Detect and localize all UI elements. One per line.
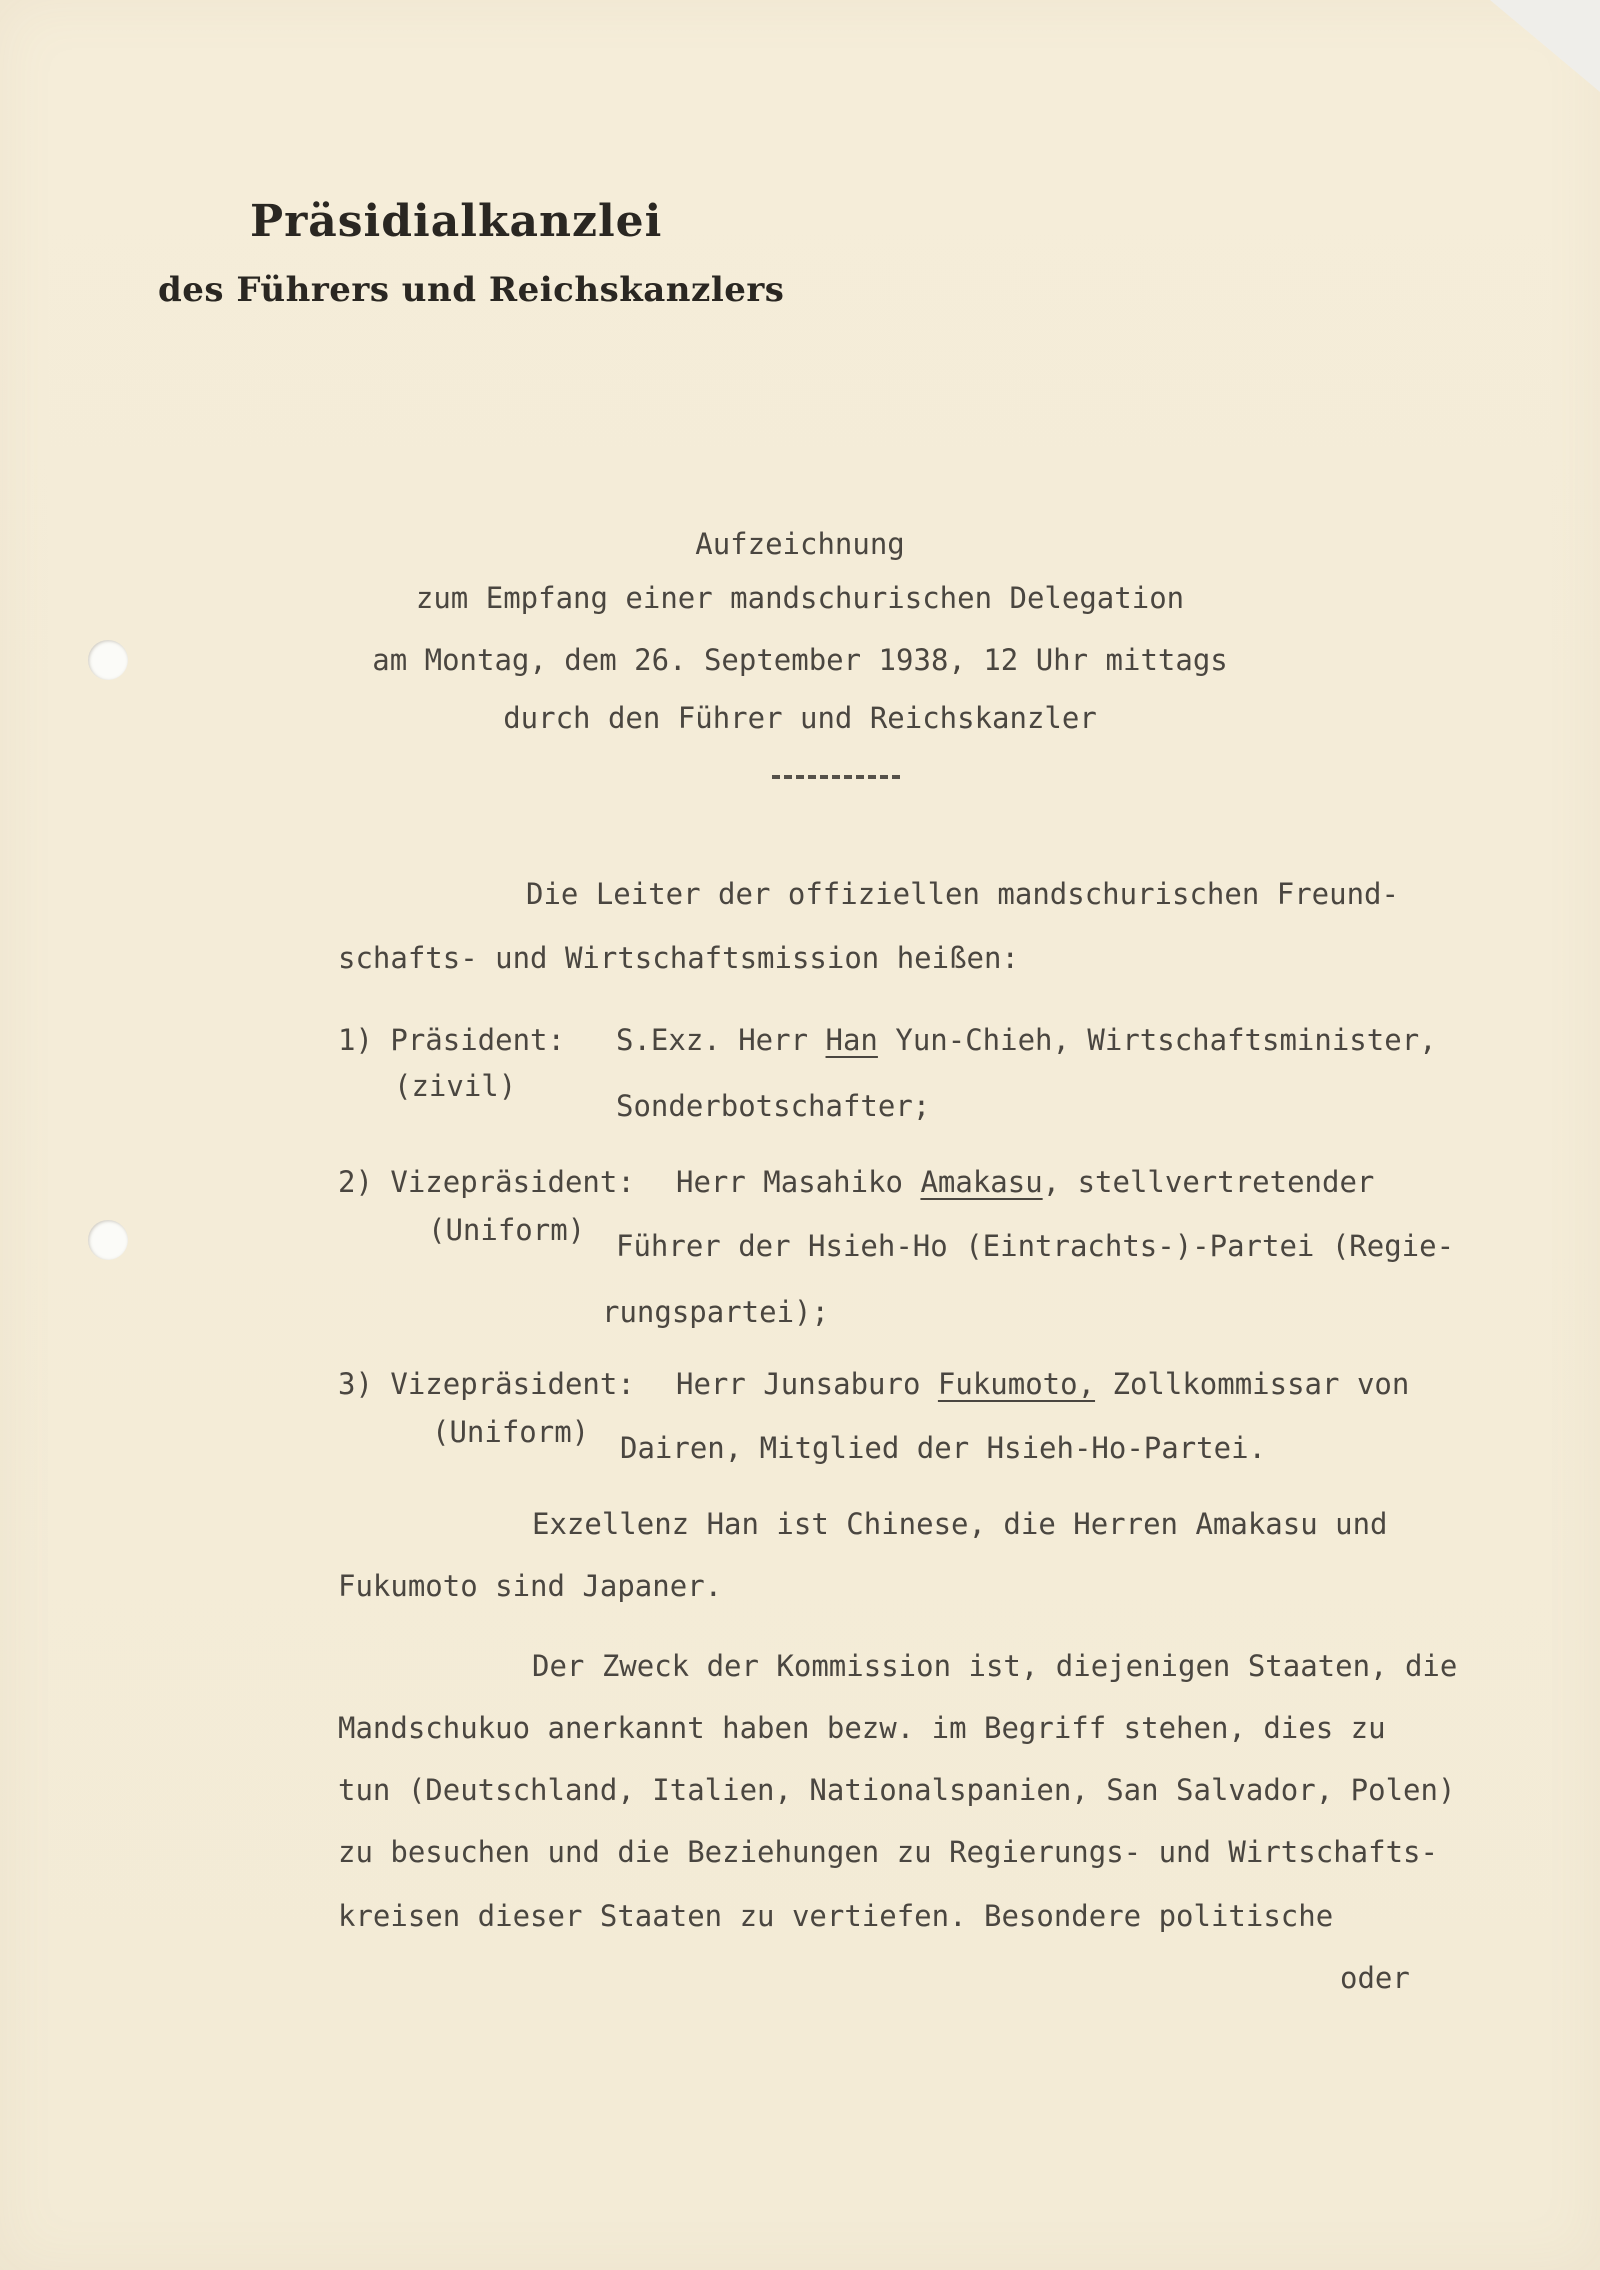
item-2-text-rest: , stellvertretender [1042,1165,1375,1199]
punch-hole-lower [88,1220,128,1260]
para-3-line-5: kreisen dieser Staaten zu vertiefen. Besondere politische [338,1899,1334,1933]
item-2-line-1 [676,1165,1375,1199]
item-2-attire: (Uniform) [428,1213,586,1247]
page-continuation-word: oder [1340,1961,1410,1995]
item-2-line-3: rungspartei); [602,1295,829,1329]
item-3-attire: (Uniform) [432,1415,590,1449]
item-2-role: 2) Vizepräsident: [338,1165,635,1199]
para-3-line-1: Der Zweck der Kommission ist, diejenigen Staaten, die [532,1649,1458,1683]
document-subtitle-line-1: zum Empfang einer mandschurischen Delegation [415,581,1185,615]
para-2-line-1: Exzellenz Han ist Chinese, die Herren Amakasu und [532,1507,1388,1541]
item-1-line-1 [616,1023,1437,1057]
item-1-text-rest: Yun-Chieh, Wirtschaftsminister, [877,1023,1437,1057]
title-divider [772,775,900,779]
item-1-name: Han [825,1023,878,1057]
item-2-text: Herr Masahiko [676,1165,921,1199]
item-3-text-rest: Zollkommissar von [1095,1367,1410,1401]
document-title: Aufzeichnung [695,527,905,561]
item-1-text: S.Exz. Herr [616,1023,826,1057]
letterhead-line-2: des Führers und Reichskanzlers [158,270,785,310]
item-1-attire: (zivil) [394,1069,517,1103]
para-3-line-2: Mandschukuo anerkannt haben bezw. im Begriff stehen, dies zu [338,1711,1386,1745]
item-3-line-1 [676,1367,1410,1401]
item-2-name: Amakasu [920,1165,1043,1199]
para-3-line-3: tun (Deutschland, Italien, Nationalspanien, San Salvador, Polen) [338,1773,1456,1807]
item-3-line-2: Dairen, Mitglied der Hsieh-Ho-Partei. [620,1431,1267,1465]
item-3-text: Herr Junsaburo [676,1367,938,1401]
item-3-name: Fukumoto, [937,1367,1096,1401]
intro-line-2: schafts- und Wirtschaftsmission heißen: [338,941,1019,975]
document-subtitle-line-3: durch den Führer und Reichskanzler [503,701,1097,735]
item-1-role: 1) Präsident: [338,1023,565,1057]
item-3-role: 3) Vizepräsident: [338,1367,635,1401]
item-2-line-2: Führer der Hsieh-Ho (Eintrachts-)-Partei (Regie- [616,1229,1455,1263]
para-3-line-4: zu besuchen und die Beziehungen zu Regierungs- und Wirtschafts- [338,1835,1438,1869]
intro-line-1: Die Leiter der offiziellen mandschurischen Freund- [526,877,1399,911]
document-subtitle-line-2: am Montag, dem 26. September 1938, 12 Uhr mittags [372,643,1228,677]
para-2-line-2: Fukumoto sind Japaner. [338,1569,723,1603]
item-1-line-2: Sonderbotschafter; [616,1089,931,1123]
letterhead-line-1: Präsidialkanzlei [250,196,663,247]
